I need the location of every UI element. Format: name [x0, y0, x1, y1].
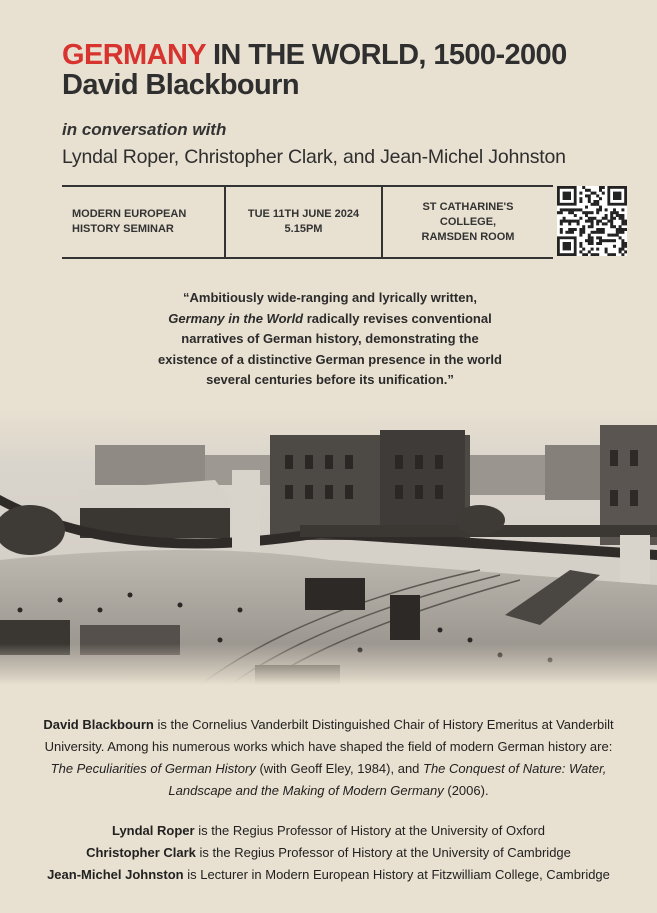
event-time: 5.15PM [284, 223, 323, 235]
bio-roper [40, 820, 617, 842]
author-name: David Blackbourn [62, 69, 299, 101]
qr-code-icon[interactable] [557, 186, 627, 256]
book-title-1: The Peculiarities of German History [50, 761, 256, 776]
title-rest: IN THE WORLD, 1500-2000 [205, 39, 567, 71]
quote-line3: narratives of German history, demonstrating the [181, 331, 479, 346]
title-line [62, 40, 642, 70]
book-quote [150, 288, 510, 391]
bio-text: is the Cornelius Vanderbilt Distinguished Chair of History Emeritus at Vanderbilt University. Among his numerous works which have shaped the field of modern German history are: [44, 717, 614, 754]
venue-line3: RAMSDEN ROOM [421, 230, 515, 243]
venue-line2: COLLEGE, [439, 215, 497, 228]
bio-name-johnston: Jean-Michel Johnston [47, 867, 184, 882]
venue-cell [381, 187, 553, 257]
datetime-cell [224, 187, 381, 257]
bio-blackbourn [40, 714, 617, 802]
series-cell [62, 187, 224, 257]
series-line2: HISTORY SEMINAR [72, 223, 174, 235]
book-title-2: The Conquest of Nature: Water, Landscape and the Making of Modern Germany [168, 761, 607, 798]
bio-name-blackbourn: David Blackbourn [43, 717, 154, 732]
event-info-bar [62, 185, 553, 259]
quote-line4: existence of a distinctive German presence in the world [158, 351, 502, 367]
event-title [62, 40, 642, 100]
bio-text: is the Regius Professor of History at the University of Cambridge [195, 845, 571, 860]
conversation-intro: in conversation with [62, 120, 227, 139]
bio-text: is Lecturer in Modern European History at Fitzwilliam College, Cambridge [183, 867, 610, 882]
panelists: Lyndal Roper, Christopher Clark, and Jean-Michel Johnston [62, 146, 566, 168]
bio-name-roper: Lyndal Roper [111, 823, 195, 838]
bio-clark [40, 842, 617, 864]
event-date: TUE 11TH JUNE 2024 [247, 208, 360, 220]
quote-line1: “Ambitiously wide-ranging and lyrically written, [183, 290, 477, 305]
bio-text: (2006). [443, 783, 489, 798]
quote-line5: several centuries before its unification.” [206, 372, 454, 387]
quote-book-title: Germany in the World [168, 310, 304, 326]
venue-line1: ST CATHARINE'S [422, 200, 514, 213]
speaker-bios [40, 714, 617, 886]
quote-line2: radically revises conventional [303, 310, 492, 326]
bio-text: is the Regius Professor of History at the University of Oxford [194, 823, 545, 838]
bio-johnston [40, 864, 617, 886]
bio-name-clark: Christopher Clark [86, 845, 196, 860]
title-accent: GERMANY [62, 39, 206, 71]
bio-text: (with Geoff Eley, 1984), and [255, 761, 424, 776]
series-line1: MODERN EUROPEAN [72, 208, 187, 220]
historic-city-photo [0, 410, 657, 685]
